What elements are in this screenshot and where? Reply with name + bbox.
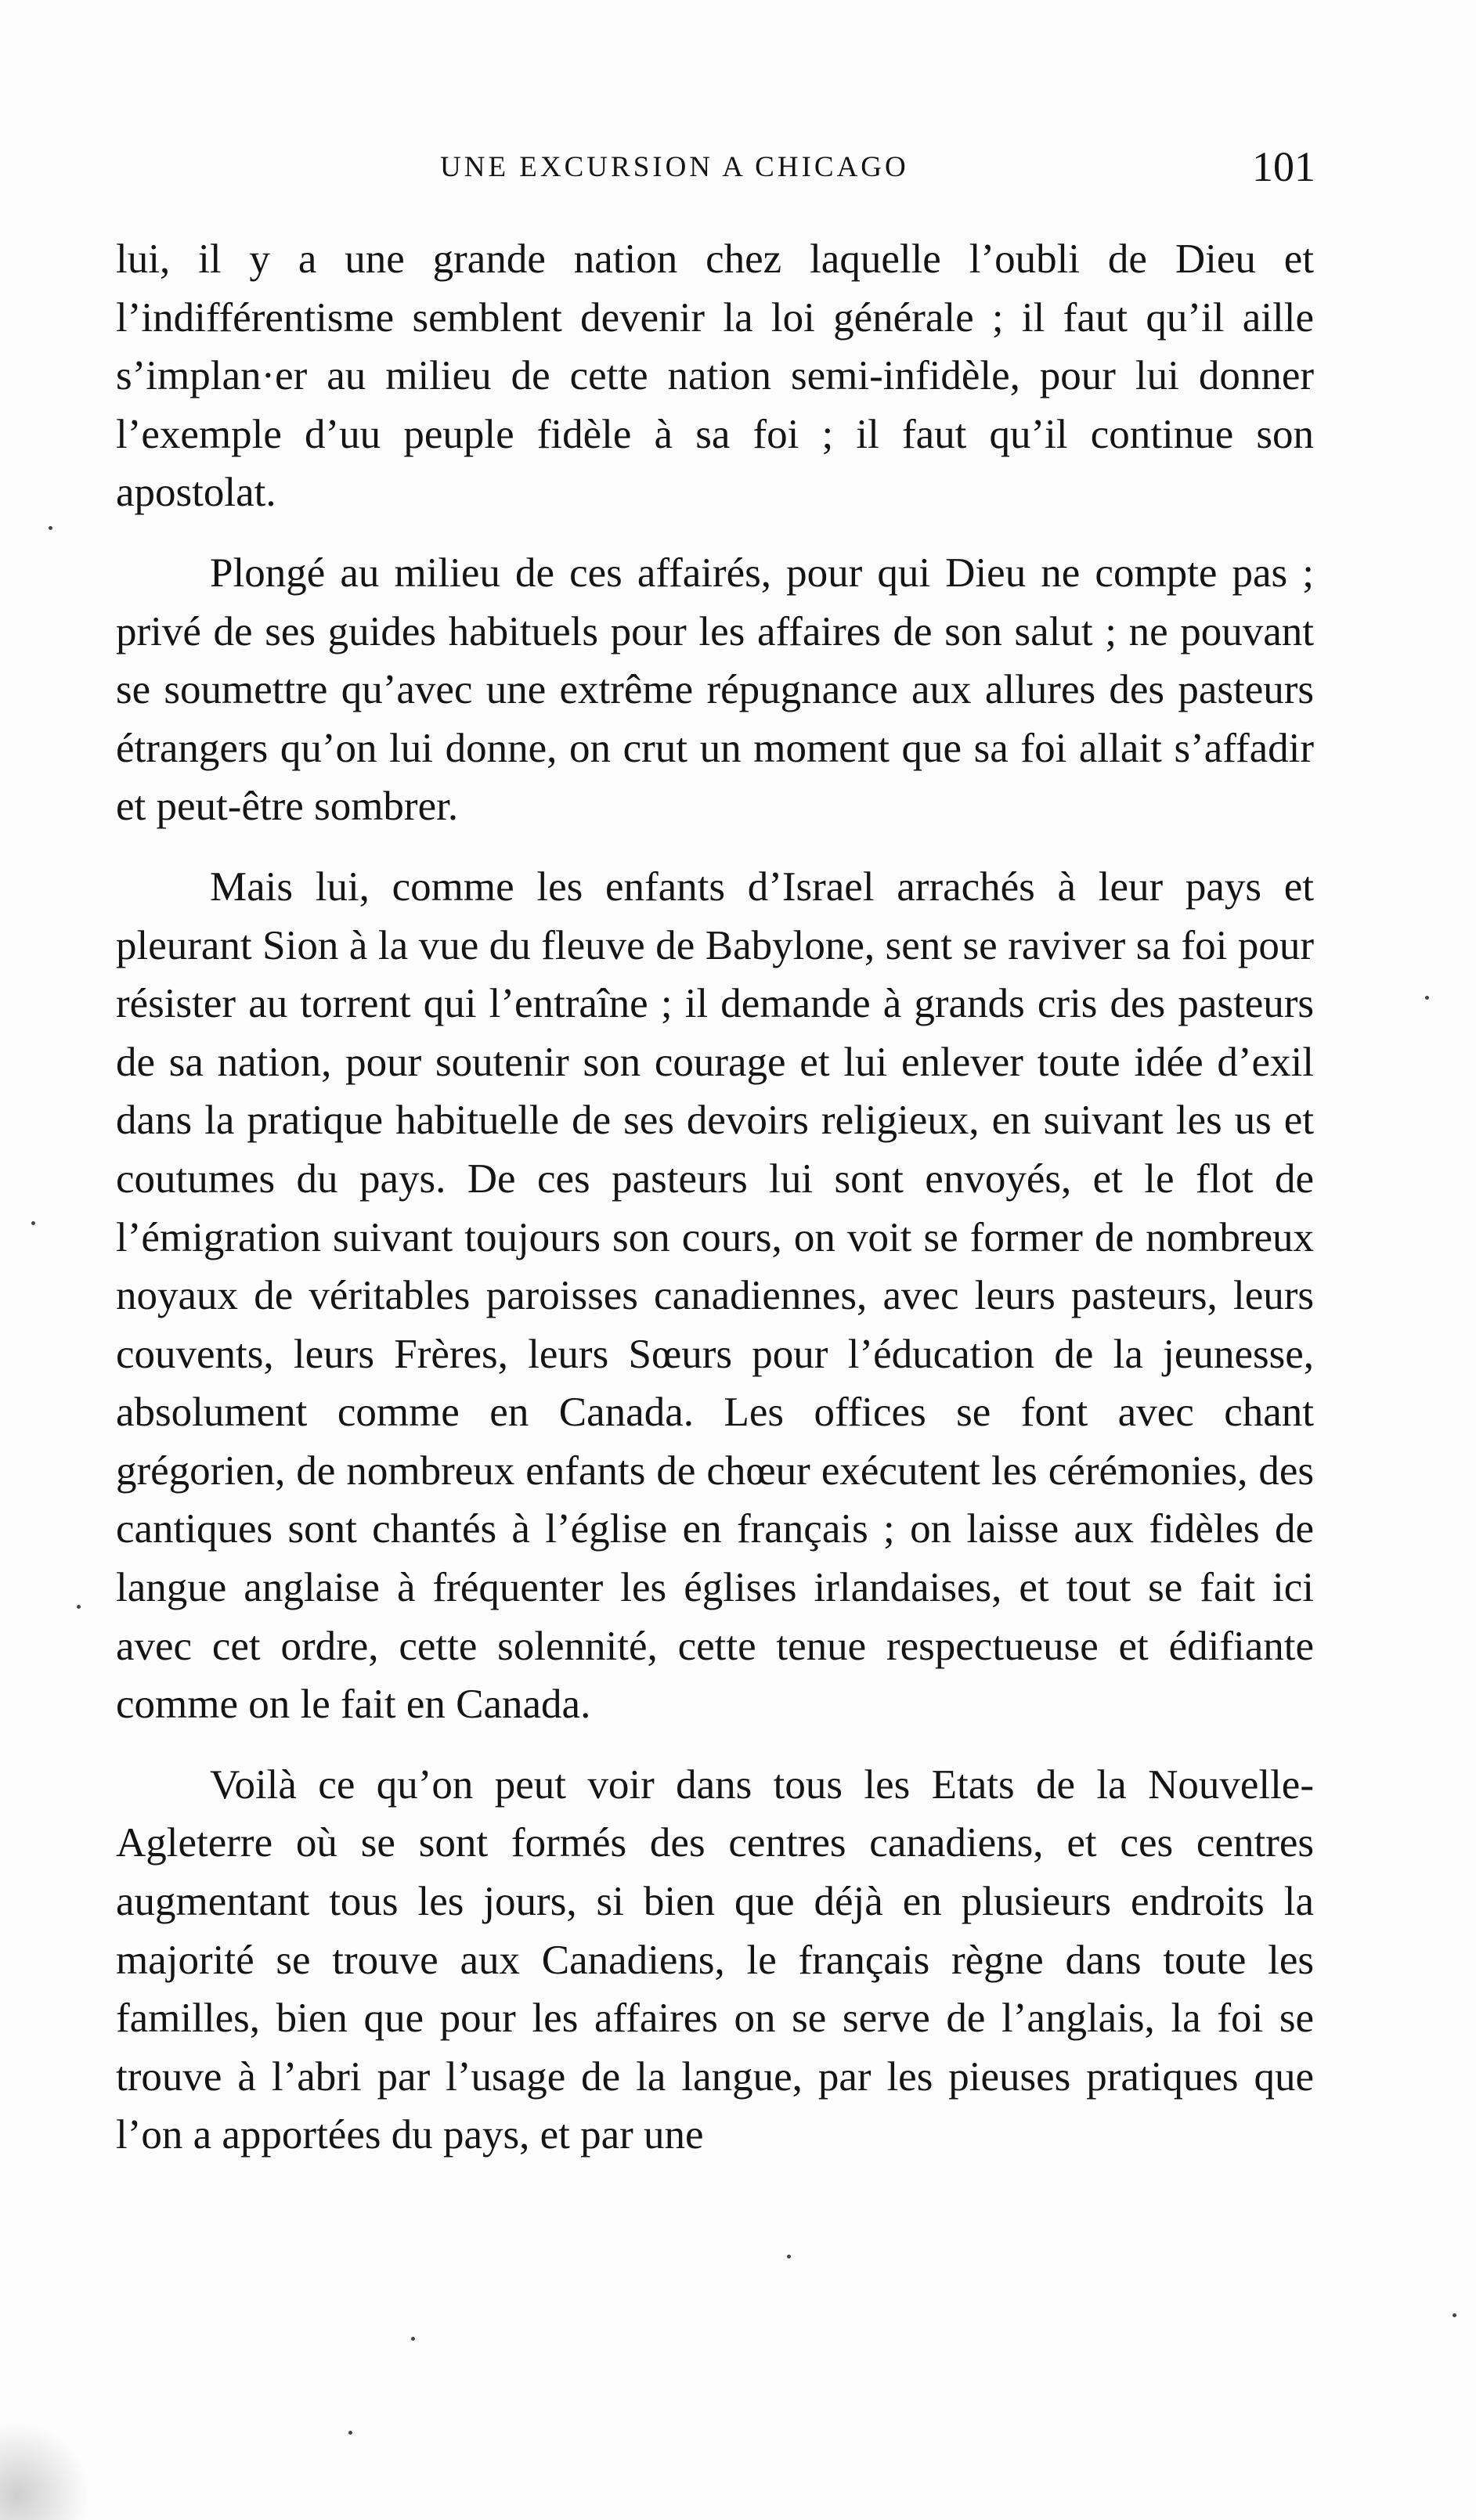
print-speck — [1425, 996, 1429, 1000]
print-speck — [1453, 2313, 1456, 2317]
print-speck — [31, 1221, 35, 1225]
paper-grain — [0, 2396, 86, 2520]
page-number: 101 — [1252, 143, 1315, 190]
paragraph-3: Mais lui, comme les enfants d’Israel arrachés à leur pays et pleurant Sion à la vue du fleuve de Babylone, sent se raviver sa foi pour résister au torrent qui l’entraîne ; il demande à grands cris des pasteurs de sa nation, pour soutenir son courage et lui enlever toute idée d’exil dans la pratique habituelle de ses devoirs religieux, en suivant les us et coutumes du pays. De ces pasteurs lui sont envoyés, et le flot de l’émigration suivant toujours son cours, on voit se former de nombreux noyaux de véritables paroisses canadiennes, avec leurs pasteurs, leurs couvents, leurs Frères, leurs Sœurs pour l’éducation de la jeunesse, absolument comme en Canada. Les offices se font avec chant grégorien, de nombreux enfants de chœur exécutent les cérémonies, des cantiques sont chantés à l’église en français ; on laisse aux fidèles de langue anglaise à fréquenter les églises irlandaises, et tout se fait ici avec cet ordre, cette solennité, cette tenue respectueuse et édifiante comme on le fait en Canada. — [116, 863, 1314, 1728]
running-title: UNE EXCURSION A CHICAGO — [440, 151, 909, 183]
body-text — [116, 230, 1314, 2187]
page-header — [110, 142, 1315, 197]
paragraph-1: lui, il y a une grande nation chez laquelle l’oubli de Dieu et l’indifférentisme semblent devenir la loi générale ; il faut qu’il aille s’implan·er au milieu de cette nation semi-infidèle, pour lui donner l’exemple d’uu peuple fidèle à sa foi ; il faut qu’il continue son apostolat. — [116, 236, 1314, 516]
print-speck — [411, 2337, 415, 2341]
print-speck — [77, 1605, 81, 1609]
print-speck — [787, 2255, 791, 2259]
paragraph-4: Voilà ce qu’on peut voir dans tous les Etats de la Nouvelle-Agleterre où se sont formés des centres canadiens, et ces centres augmentant tous les jours, si bien que déjà en plusieurs endroits la majorité se trouve aux Canadiens, le français règne dans toute les familles, bien que pour les affaires on se serve de l’anglais, la foi se trouve à l’abri par l’usage de la langue, par les pieuses pratiques que l’on a apportées du pays, et par une — [116, 1761, 1314, 2158]
print-speck — [348, 2431, 352, 2435]
paragraph-2: Plongé au milieu de ces affairés, pour qui Dieu ne compte pas ; privé de ses guides habituels pour les affaires de son salut ; ne pouvant se soumettre qu’avec une extrême répugnance aux allures des pasteurs étrangers qu’on lui donne, on crut un moment que sa foi allait s’affadir et peut-être sombrer. — [116, 550, 1314, 830]
print-speck — [49, 526, 52, 530]
